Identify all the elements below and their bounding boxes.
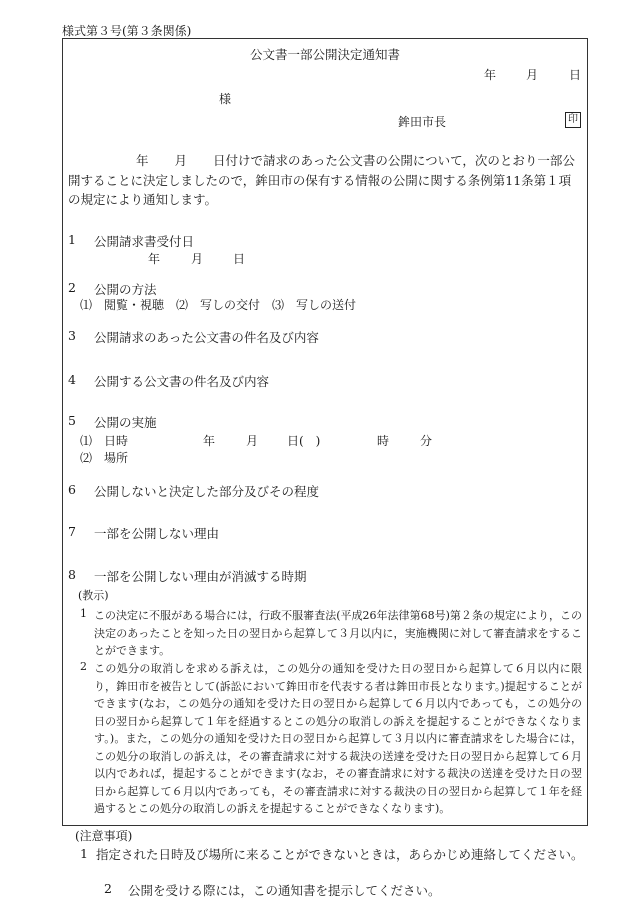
document-title: 公文書一部公開決定通知書 — [250, 47, 401, 62]
notes-1-text: 指定された日時及び場所に来ることができないときは，あらかじめ連絡してください。 — [96, 847, 584, 862]
notice-2-text: この処分の取消しを求める訴えは，この処分の通知を受けた日の翌日から起算して６月以内に限り，鉾田市を被告として(訴訟において鉾田市を代表する者は鉾田市長となります。)提起することができます(なお，この処分の通知を受けた日の翌日から起算して６月以内であっても，この処分の日の翌日から起算して１年を経過するとこの処分の取消しの訴えを提起することができなくなります。)。また，この処分の通知を受けた日の翌日から起算して３月以内に審査請求をした場合には，この処分の取消しの訴えは，その審査請求に対する裁決の送達を受けた日の翌日から起算して６月以内であれば，提起することができます(なお，その審査請求に対する裁決の送達を受けた日の翌日から起算して６月以内であっても，その審査請求に対する裁決の日の翌日から起算して１年を経過するとこの処分の取消しの訴えを提起することができなくなります)。 — [94, 662, 582, 815]
date-month: 月 — [526, 68, 539, 82]
item-7-label: 一部を公開しない理由 — [94, 526, 220, 541]
intro-text: 日付けで請求のあった公文書の公開について，次のとおり一部公開することに決定しましたので，鉾田市の保有する情報の公開に関する条例第11条第１項の規定により通知します。 — [68, 153, 575, 207]
notice-1-text: この決定に不服がある場合には，行政不服審査法(平成26年法律第68号)第２条の規定により，この決定のあったことを知った日の翌日から起算して３月以内に，実施機関に対して審査請求をすることができます。 — [94, 609, 582, 657]
intro-year: 年 — [136, 153, 149, 168]
item-5-number: 5 — [68, 413, 76, 428]
notes-2-number: 2 — [104, 881, 112, 896]
item-1-month: 月 — [191, 252, 204, 266]
notice-heading: (教示) — [78, 589, 109, 602]
item-5-place-label: ⑵ 場所 — [80, 451, 129, 465]
item-5-datetime-label: ⑴ 日時 — [80, 434, 129, 448]
item-7-number: 7 — [68, 524, 76, 539]
item-1-day: 日 — [233, 252, 246, 266]
date-year: 年 — [484, 68, 497, 82]
item-5-day: 日( ) — [287, 434, 321, 448]
seal-mark: 印 — [565, 112, 581, 128]
item-5-hour: 時 — [377, 434, 390, 448]
notes-2-text: 公開を受ける際には，この通知書を提示してください。 — [128, 883, 441, 898]
item-2-label: 公開の方法 — [94, 282, 157, 297]
item-5-year: 年 — [203, 434, 216, 448]
item-6-label: 公開しないと決定した部分及びその程度 — [94, 484, 320, 499]
notice-1-number: 1 — [80, 607, 87, 620]
item-6-number: 6 — [68, 482, 76, 497]
issuer-name: 鉾田市長 — [398, 115, 447, 129]
item-1-number: 1 — [68, 232, 76, 247]
item-8-number: 8 — [68, 567, 76, 582]
addressee-suffix: 様 — [219, 92, 232, 106]
notes-1-number: 1 — [80, 846, 88, 861]
item-4-label: 公開する公文書の件名及び内容 — [94, 374, 270, 389]
intro-paragraph — [68, 151, 580, 210]
item-5-label: 公開の実施 — [94, 415, 157, 430]
item-5-month: 月 — [246, 434, 259, 448]
item-8-label: 一部を公開しない理由が消滅する時期 — [94, 569, 307, 584]
date-day: 日 — [569, 68, 582, 82]
notice-2-number: 2 — [80, 660, 87, 673]
item-2-number: 2 — [68, 280, 76, 295]
item-2-options: ⑴ 閲覧・視聴 ⑵ 写しの交付 ⑶ 写しの送付 — [80, 298, 357, 312]
intro-month: 月 — [174, 153, 188, 168]
item-3-label: 公開請求のあった公文書の件名及び内容 — [94, 330, 319, 345]
item-4-number: 4 — [68, 372, 76, 387]
item-1-year: 年 — [148, 252, 161, 266]
item-5-minute: 分 — [420, 434, 433, 448]
notes-heading: (注意事項) — [75, 829, 133, 843]
form-id: 様式第３号(第３条関係) — [62, 24, 192, 38]
item-1-label: 公開請求書受付日 — [94, 234, 195, 249]
item-3-number: 3 — [68, 328, 76, 343]
